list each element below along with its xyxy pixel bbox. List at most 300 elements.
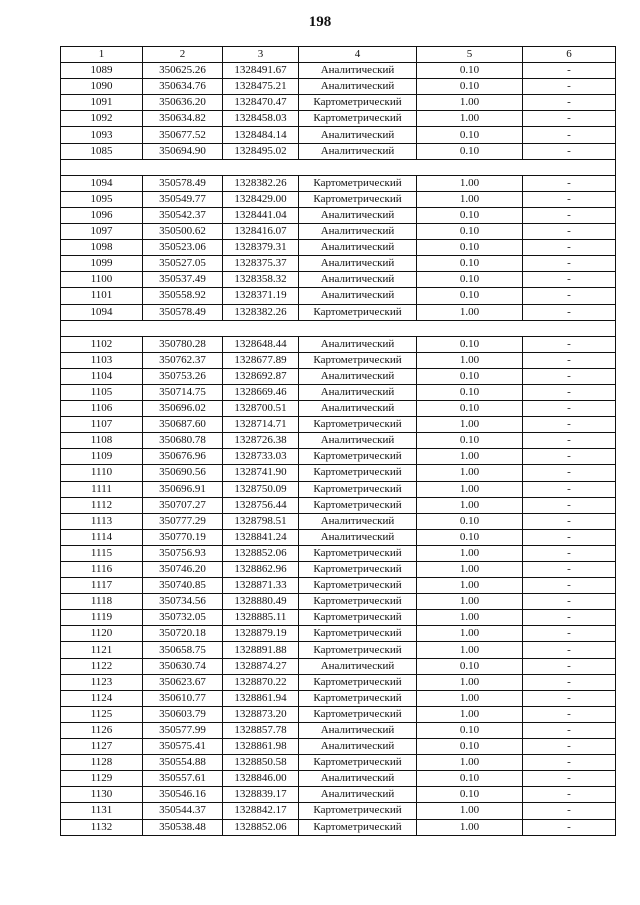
cell-method: Картометрический xyxy=(299,481,417,497)
cell-note: - xyxy=(523,578,616,594)
cell-coordinate-x: 350546.16 xyxy=(143,787,223,803)
cell-coordinate-y: 1328871.33 xyxy=(223,578,299,594)
cell-point-number: 1104 xyxy=(61,368,143,384)
cell-coordinate-y: 1328870.22 xyxy=(223,674,299,690)
cell-accuracy: 1.00 xyxy=(417,449,523,465)
column-header: 6 xyxy=(523,47,616,63)
cell-method: Аналитический xyxy=(299,368,417,384)
cell-point-number: 1111 xyxy=(61,481,143,497)
cell-note: - xyxy=(523,433,616,449)
cell-method: Аналитический xyxy=(299,143,417,159)
cell-method: Картометрический xyxy=(299,578,417,594)
cell-method: Аналитический xyxy=(299,658,417,674)
cell-accuracy: 0.10 xyxy=(417,384,523,400)
cell-coordinate-y: 1328484.14 xyxy=(223,127,299,143)
cell-coordinate-y: 1328726.38 xyxy=(223,433,299,449)
table-row xyxy=(61,578,616,594)
cell-coordinate-y: 1328470.47 xyxy=(223,95,299,111)
cell-point-number: 1105 xyxy=(61,384,143,400)
cell-coordinate-x: 350527.05 xyxy=(143,256,223,272)
cell-method: Картометрический xyxy=(299,674,417,690)
cell-note: - xyxy=(523,336,616,352)
cell-note: - xyxy=(523,787,616,803)
cell-note: - xyxy=(523,545,616,561)
cell-coordinate-y: 1328491.67 xyxy=(223,63,299,79)
cell-point-number: 1128 xyxy=(61,755,143,771)
cell-coordinate-y: 1328382.26 xyxy=(223,304,299,320)
cell-coordinate-x: 350677.52 xyxy=(143,127,223,143)
cell-coordinate-y: 1328862.96 xyxy=(223,562,299,578)
cell-coordinate-x: 350707.27 xyxy=(143,497,223,513)
cell-coordinate-y: 1328841.24 xyxy=(223,529,299,545)
cell-point-number: 1126 xyxy=(61,722,143,738)
cell-point-number: 1108 xyxy=(61,433,143,449)
cell-coordinate-x: 350603.79 xyxy=(143,706,223,722)
cell-accuracy: 0.10 xyxy=(417,127,523,143)
table-body xyxy=(61,63,616,836)
cell-method: Аналитический xyxy=(299,739,417,755)
cell-point-number: 1101 xyxy=(61,288,143,304)
cell-coordinate-x: 350753.26 xyxy=(143,368,223,384)
cell-coordinate-x: 350538.48 xyxy=(143,819,223,835)
cell-accuracy: 0.10 xyxy=(417,722,523,738)
cell-coordinate-x: 350575.41 xyxy=(143,739,223,755)
cell-coordinate-y: 1328692.87 xyxy=(223,368,299,384)
cell-note: - xyxy=(523,674,616,690)
table-row xyxy=(61,819,616,835)
cell-point-number: 1106 xyxy=(61,401,143,417)
cell-method: Картометрический xyxy=(299,545,417,561)
cell-accuracy: 1.00 xyxy=(417,497,523,513)
cell-coordinate-y: 1328839.17 xyxy=(223,787,299,803)
cell-point-number: 1091 xyxy=(61,95,143,111)
table-row xyxy=(61,706,616,722)
cell-point-number: 1119 xyxy=(61,610,143,626)
cell-method: Картометрический xyxy=(299,95,417,111)
cell-accuracy: 1.00 xyxy=(417,578,523,594)
cell-note: - xyxy=(523,127,616,143)
cell-point-number: 1118 xyxy=(61,594,143,610)
cell-coordinate-y: 1328873.20 xyxy=(223,706,299,722)
cell-point-number: 1103 xyxy=(61,352,143,368)
cell-point-number: 1131 xyxy=(61,803,143,819)
cell-point-number: 1116 xyxy=(61,562,143,578)
cell-method: Аналитический xyxy=(299,127,417,143)
table-row xyxy=(61,79,616,95)
cell-accuracy: 1.00 xyxy=(417,481,523,497)
cell-point-number: 1120 xyxy=(61,626,143,642)
cell-method: Картометрический xyxy=(299,352,417,368)
cell-point-number: 1100 xyxy=(61,272,143,288)
cell-note: - xyxy=(523,465,616,481)
table-row xyxy=(61,368,616,384)
cell-accuracy: 0.10 xyxy=(417,63,523,79)
cell-method: Аналитический xyxy=(299,288,417,304)
cell-coordinate-y: 1328850.58 xyxy=(223,755,299,771)
cell-coordinate-x: 350554.88 xyxy=(143,755,223,771)
cell-note: - xyxy=(523,562,616,578)
cell-note: - xyxy=(523,819,616,835)
cell-coordinate-x: 350544.37 xyxy=(143,803,223,819)
cell-accuracy: 1.00 xyxy=(417,642,523,658)
table-row xyxy=(61,352,616,368)
cell-accuracy: 1.00 xyxy=(417,352,523,368)
cell-method: Картометрический xyxy=(299,626,417,642)
column-header: 4 xyxy=(299,47,417,63)
cell-accuracy: 1.00 xyxy=(417,755,523,771)
table-row xyxy=(61,127,616,143)
cell-note: - xyxy=(523,497,616,513)
cell-coordinate-y: 1328495.02 xyxy=(223,143,299,159)
cell-point-number: 1096 xyxy=(61,207,143,223)
cell-coordinate-x: 350694.90 xyxy=(143,143,223,159)
cell-accuracy: 0.10 xyxy=(417,79,523,95)
cell-note: - xyxy=(523,207,616,223)
table-row xyxy=(61,658,616,674)
table-row xyxy=(61,433,616,449)
cell-coordinate-x: 350780.28 xyxy=(143,336,223,352)
cell-point-number: 1099 xyxy=(61,256,143,272)
cell-accuracy: 1.00 xyxy=(417,191,523,207)
cell-accuracy: 0.10 xyxy=(417,771,523,787)
table-row xyxy=(61,529,616,545)
table-row xyxy=(61,224,616,240)
cell-point-number: 1098 xyxy=(61,240,143,256)
cell-point-number: 1094 xyxy=(61,175,143,191)
cell-method: Картометрический xyxy=(299,191,417,207)
cell-method: Картометрический xyxy=(299,755,417,771)
cell-coordinate-y: 1328669.46 xyxy=(223,384,299,400)
cell-coordinate-y: 1328874.27 xyxy=(223,658,299,674)
cell-coordinate-y: 1328798.51 xyxy=(223,513,299,529)
table-row xyxy=(61,481,616,497)
column-header: 1 xyxy=(61,47,143,63)
group-separator-row xyxy=(61,320,616,336)
cell-note: - xyxy=(523,191,616,207)
cell-accuracy: 0.10 xyxy=(417,658,523,674)
table-row xyxy=(61,143,616,159)
cell-point-number: 1090 xyxy=(61,79,143,95)
cell-method: Картометрический xyxy=(299,449,417,465)
cell-coordinate-y: 1328879.19 xyxy=(223,626,299,642)
table-row xyxy=(61,95,616,111)
table-row xyxy=(61,674,616,690)
table-row xyxy=(61,191,616,207)
cell-accuracy: 1.00 xyxy=(417,819,523,835)
cell-coordinate-x: 350557.61 xyxy=(143,771,223,787)
table-row xyxy=(61,465,616,481)
cell-note: - xyxy=(523,111,616,127)
cell-note: - xyxy=(523,63,616,79)
cell-coordinate-x: 350690.56 xyxy=(143,465,223,481)
cell-coordinate-x: 350634.82 xyxy=(143,111,223,127)
cell-coordinate-y: 1328416.07 xyxy=(223,224,299,240)
cell-accuracy: 1.00 xyxy=(417,626,523,642)
cell-method: Аналитический xyxy=(299,240,417,256)
cell-coordinate-y: 1328700.51 xyxy=(223,401,299,417)
cell-method: Аналитический xyxy=(299,529,417,545)
cell-accuracy: 1.00 xyxy=(417,562,523,578)
cell-accuracy: 0.10 xyxy=(417,336,523,352)
cell-method: Аналитический xyxy=(299,722,417,738)
cell-note: - xyxy=(523,224,616,240)
cell-point-number: 1115 xyxy=(61,545,143,561)
cell-point-number: 1110 xyxy=(61,465,143,481)
cell-method: Аналитический xyxy=(299,384,417,400)
table-row xyxy=(61,739,616,755)
cell-note: - xyxy=(523,690,616,706)
cell-note: - xyxy=(523,626,616,642)
cell-point-number: 1125 xyxy=(61,706,143,722)
cell-coordinate-x: 350680.78 xyxy=(143,433,223,449)
table-header-row xyxy=(61,47,616,63)
cell-coordinate-x: 350687.60 xyxy=(143,417,223,433)
cell-coordinate-x: 350770.19 xyxy=(143,529,223,545)
cell-note: - xyxy=(523,240,616,256)
cell-accuracy: 1.00 xyxy=(417,674,523,690)
cell-method: Картометрический xyxy=(299,465,417,481)
cell-method: Аналитический xyxy=(299,224,417,240)
cell-note: - xyxy=(523,368,616,384)
cell-method: Картометрический xyxy=(299,690,417,706)
cell-note: - xyxy=(523,706,616,722)
cell-accuracy: 0.10 xyxy=(417,143,523,159)
cell-note: - xyxy=(523,529,616,545)
cell-accuracy: 0.10 xyxy=(417,787,523,803)
cell-coordinate-y: 1328750.09 xyxy=(223,481,299,497)
cell-coordinate-x: 350696.02 xyxy=(143,401,223,417)
cell-method: Картометрический xyxy=(299,497,417,513)
table-row xyxy=(61,722,616,738)
cell-coordinate-x: 350732.05 xyxy=(143,610,223,626)
cell-coordinate-y: 1328891.88 xyxy=(223,642,299,658)
cell-coordinate-x: 350734.56 xyxy=(143,594,223,610)
cell-coordinate-y: 1328648.44 xyxy=(223,336,299,352)
table-row xyxy=(61,207,616,223)
cell-note: - xyxy=(523,143,616,159)
cell-note: - xyxy=(523,642,616,658)
cell-accuracy: 1.00 xyxy=(417,690,523,706)
cell-coordinate-x: 350714.75 xyxy=(143,384,223,400)
cell-coordinate-y: 1328733.03 xyxy=(223,449,299,465)
cell-note: - xyxy=(523,288,616,304)
table-row xyxy=(61,272,616,288)
cell-coordinate-x: 350720.18 xyxy=(143,626,223,642)
cell-note: - xyxy=(523,658,616,674)
cell-point-number: 1127 xyxy=(61,739,143,755)
cell-note: - xyxy=(523,352,616,368)
cell-coordinate-y: 1328458.03 xyxy=(223,111,299,127)
cell-accuracy: 0.10 xyxy=(417,368,523,384)
cell-coordinate-y: 1328842.17 xyxy=(223,803,299,819)
table-row xyxy=(61,771,616,787)
cell-note: - xyxy=(523,417,616,433)
cell-note: - xyxy=(523,610,616,626)
cell-accuracy: 1.00 xyxy=(417,803,523,819)
cell-accuracy: 0.10 xyxy=(417,207,523,223)
cell-accuracy: 0.10 xyxy=(417,240,523,256)
table-row xyxy=(61,240,616,256)
cell-coordinate-y: 1328382.26 xyxy=(223,175,299,191)
table-row xyxy=(61,288,616,304)
cell-point-number: 1089 xyxy=(61,63,143,79)
cell-point-number: 1085 xyxy=(61,143,143,159)
cell-coordinate-x: 350523.06 xyxy=(143,240,223,256)
cell-note: - xyxy=(523,594,616,610)
cell-method: Аналитический xyxy=(299,272,417,288)
cell-method: Картометрический xyxy=(299,594,417,610)
cell-point-number: 1112 xyxy=(61,497,143,513)
cell-accuracy: 1.00 xyxy=(417,610,523,626)
cell-coordinate-y: 1328885.11 xyxy=(223,610,299,626)
cell-coordinate-y: 1328677.89 xyxy=(223,352,299,368)
cell-accuracy: 0.10 xyxy=(417,401,523,417)
cell-accuracy: 0.10 xyxy=(417,288,523,304)
group-separator-row xyxy=(61,159,616,175)
cell-method: Аналитический xyxy=(299,63,417,79)
cell-accuracy: 1.00 xyxy=(417,465,523,481)
column-header: 5 xyxy=(417,47,523,63)
table-row xyxy=(61,610,616,626)
cell-coordinate-x: 350740.85 xyxy=(143,578,223,594)
table-row xyxy=(61,401,616,417)
cell-coordinate-x: 350746.20 xyxy=(143,562,223,578)
separator-cell xyxy=(61,159,616,175)
cell-point-number: 1095 xyxy=(61,191,143,207)
cell-point-number: 1121 xyxy=(61,642,143,658)
cell-note: - xyxy=(523,739,616,755)
cell-coordinate-x: 350537.49 xyxy=(143,272,223,288)
cell-coordinate-y: 1328741.90 xyxy=(223,465,299,481)
cell-coordinate-x: 350578.49 xyxy=(143,304,223,320)
cell-point-number: 1092 xyxy=(61,111,143,127)
cell-point-number: 1094 xyxy=(61,304,143,320)
cell-accuracy: 0.10 xyxy=(417,433,523,449)
table-row xyxy=(61,175,616,191)
cell-accuracy: 0.10 xyxy=(417,224,523,240)
cell-point-number: 1093 xyxy=(61,127,143,143)
cell-coordinate-x: 350549.77 xyxy=(143,191,223,207)
cell-coordinate-x: 350634.76 xyxy=(143,79,223,95)
cell-point-number: 1122 xyxy=(61,658,143,674)
cell-coordinate-y: 1328756.44 xyxy=(223,497,299,513)
cell-note: - xyxy=(523,771,616,787)
cell-coordinate-y: 1328846.00 xyxy=(223,771,299,787)
cell-coordinate-y: 1328880.49 xyxy=(223,594,299,610)
table-row xyxy=(61,497,616,513)
cell-coordinate-y: 1328714.71 xyxy=(223,417,299,433)
cell-method: Аналитический xyxy=(299,401,417,417)
cell-method: Аналитический xyxy=(299,771,417,787)
cell-method: Картометрический xyxy=(299,642,417,658)
cell-coordinate-y: 1328475.21 xyxy=(223,79,299,95)
cell-note: - xyxy=(523,722,616,738)
table-row xyxy=(61,562,616,578)
cell-note: - xyxy=(523,401,616,417)
cell-point-number: 1117 xyxy=(61,578,143,594)
cell-note: - xyxy=(523,175,616,191)
cell-method: Аналитический xyxy=(299,513,417,529)
cell-point-number: 1130 xyxy=(61,787,143,803)
cell-coordinate-x: 350762.37 xyxy=(143,352,223,368)
cell-note: - xyxy=(523,513,616,529)
table-row xyxy=(61,626,616,642)
cell-method: Картометрический xyxy=(299,819,417,835)
table-row xyxy=(61,256,616,272)
cell-coordinate-y: 1328861.98 xyxy=(223,739,299,755)
cell-coordinate-y: 1328861.94 xyxy=(223,690,299,706)
cell-coordinate-x: 350676.96 xyxy=(143,449,223,465)
cell-coordinate-y: 1328852.06 xyxy=(223,819,299,835)
table-row xyxy=(61,513,616,529)
cell-note: - xyxy=(523,272,616,288)
table-row xyxy=(61,642,616,658)
table-row xyxy=(61,545,616,561)
cell-coordinate-x: 350630.74 xyxy=(143,658,223,674)
cell-accuracy: 1.00 xyxy=(417,545,523,561)
cell-point-number: 1102 xyxy=(61,336,143,352)
cell-coordinate-x: 350500.62 xyxy=(143,224,223,240)
table-row xyxy=(61,384,616,400)
cell-point-number: 1097 xyxy=(61,224,143,240)
cell-coordinate-y: 1328852.06 xyxy=(223,545,299,561)
table-row xyxy=(61,111,616,127)
cell-method: Аналитический xyxy=(299,256,417,272)
cell-method: Картометрический xyxy=(299,304,417,320)
cell-coordinate-x: 350658.75 xyxy=(143,642,223,658)
cell-method: Картометрический xyxy=(299,706,417,722)
table-row xyxy=(61,449,616,465)
cell-note: - xyxy=(523,304,616,320)
cell-point-number: 1129 xyxy=(61,771,143,787)
cell-accuracy: 0.10 xyxy=(417,529,523,545)
cell-point-number: 1123 xyxy=(61,674,143,690)
cell-note: - xyxy=(523,449,616,465)
cell-method: Аналитический xyxy=(299,336,417,352)
page-number: 198 xyxy=(308,14,332,30)
cell-coordinate-y: 1328441.04 xyxy=(223,207,299,223)
table-row xyxy=(61,803,616,819)
cell-note: - xyxy=(523,755,616,771)
table-row xyxy=(61,755,616,771)
table-row xyxy=(61,63,616,79)
table-row xyxy=(61,336,616,352)
cell-accuracy: 1.00 xyxy=(417,304,523,320)
cell-note: - xyxy=(523,481,616,497)
table-row xyxy=(61,417,616,433)
cell-point-number: 1113 xyxy=(61,513,143,529)
cell-accuracy: 1.00 xyxy=(417,417,523,433)
cell-note: - xyxy=(523,95,616,111)
cell-coordinate-x: 350577.99 xyxy=(143,722,223,738)
cell-coordinate-y: 1328371.19 xyxy=(223,288,299,304)
cell-method: Картометрический xyxy=(299,803,417,819)
cell-coordinate-x: 350610.77 xyxy=(143,690,223,706)
cell-accuracy: 0.10 xyxy=(417,272,523,288)
cell-point-number: 1124 xyxy=(61,690,143,706)
cell-point-number: 1107 xyxy=(61,417,143,433)
cell-method: Картометрический xyxy=(299,610,417,626)
cell-point-number: 1114 xyxy=(61,529,143,545)
table-row xyxy=(61,690,616,706)
cell-method: Аналитический xyxy=(299,433,417,449)
column-header: 3 xyxy=(223,47,299,63)
cell-coordinate-y: 1328857.78 xyxy=(223,722,299,738)
cell-coordinate-x: 350625.26 xyxy=(143,63,223,79)
table-row xyxy=(61,304,616,320)
cell-accuracy: 1.00 xyxy=(417,175,523,191)
cell-method: Картометрический xyxy=(299,417,417,433)
